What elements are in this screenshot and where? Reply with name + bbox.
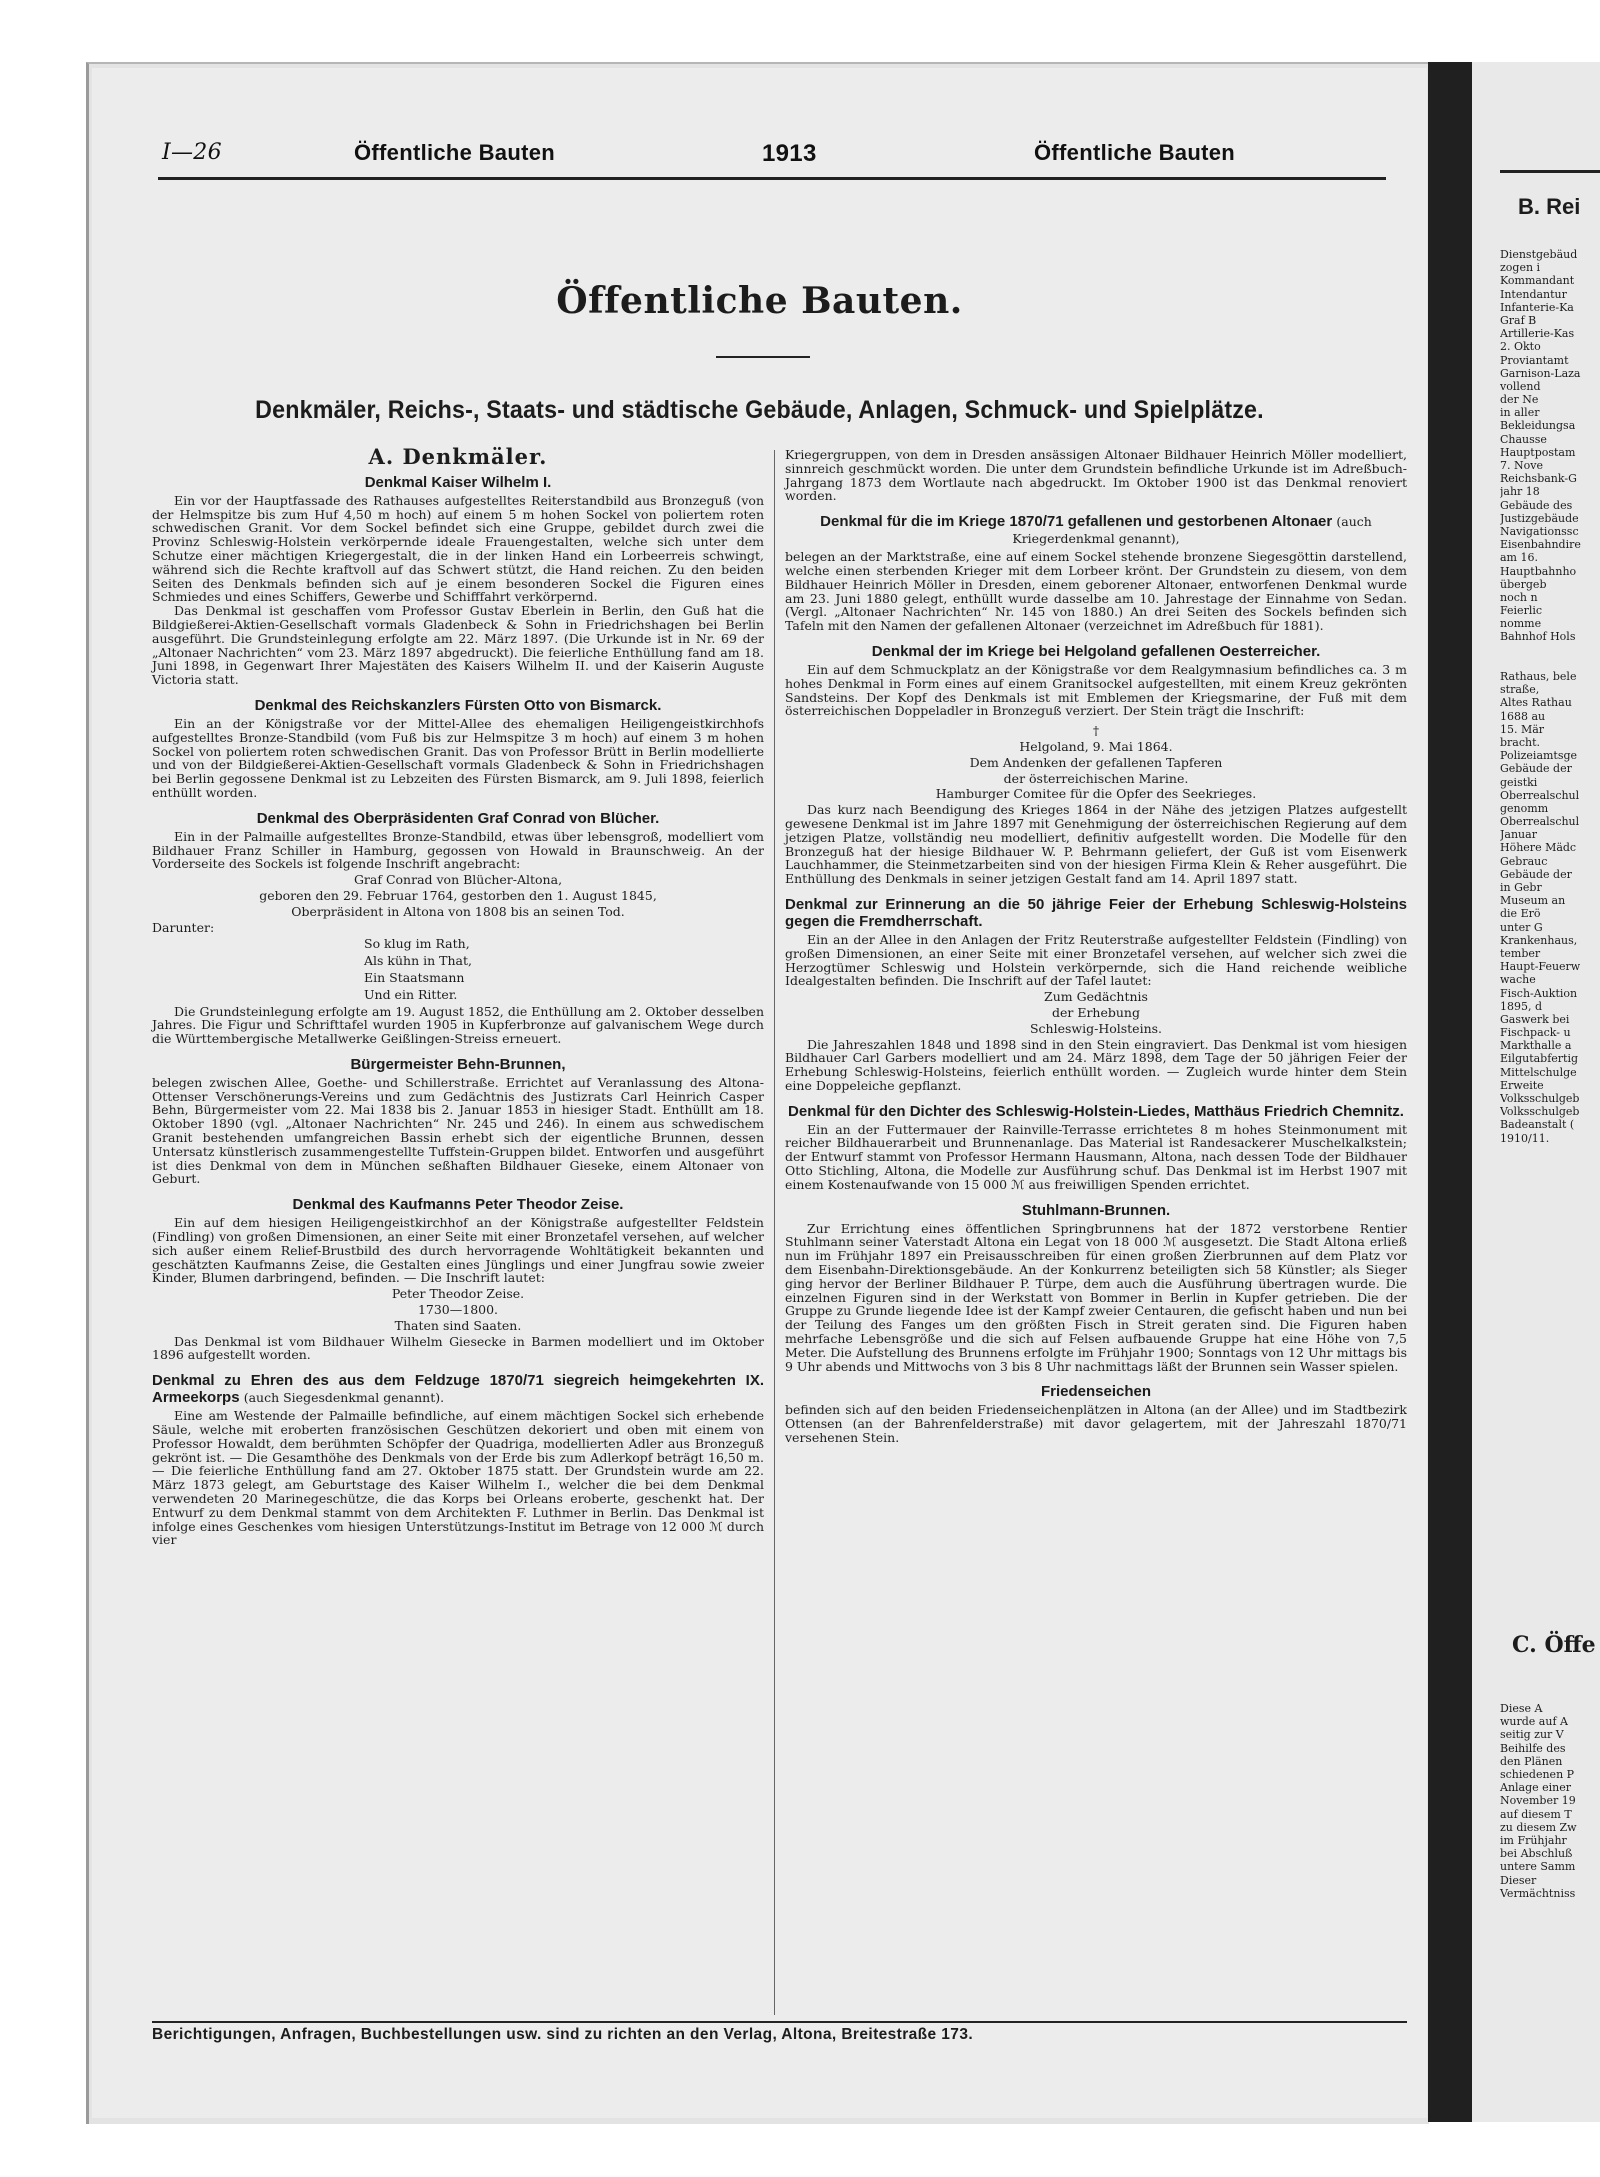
paragraph: Das Denkmal ist geschaffen vom Professor Gustav Eberlein in Berlin, den Guß hat die Bildgießerei-Aktien-Gesellschaft vormals Gladenbeck & Sohn in Friedrichshagen bei Berlin ausgeführt. Die Grundsteinlegung erfolgte am 22. März 1897. (Die Urkunde ist in Nr. 69 der „Altonaer Nachrichten“ vom 23. März 1897 abgedruckt). Die feierliche Enthüllung fand am 18. Juni 1898, in Gegenwart Ihrer Majestäten des Kaisers Wilhelm II. und der Kaiserin Auguste Victoria statt.	[152, 603, 764, 688]
adjacent-text-line: tember	[1500, 946, 1541, 960]
adjacent-text-line: Badeanstalt (	[1500, 1118, 1575, 1132]
adjacent-text-line: Bekleidungsa	[1500, 419, 1576, 433]
heading-text: Denkmal zu Ehren des aus dem Feldzuge 1870/71 siegreich heimgekehrten IX. Armeekorps	[152, 1372, 764, 1407]
inscription-line: 1730—1800.	[417, 1302, 499, 1318]
paragraph: Die Jahreszahlen 1848 und 1898 sind in den Stein eingraviert. Das Denkmal ist vom hiesigen Bildhauer Carl Garbers modelliert und am 24. März 1898, dem Tage der 50 jährigen Feier der Erhebung Schleswig-Holsteins, feierlich enthüllt worden. — Zugleich wurde hinter dem Stein eine Doppeleiche gepflanzt.	[785, 1036, 1407, 1093]
adjacent-text-line: Oberrealschul	[1500, 815, 1580, 829]
heading-text: Denkmal für die im Kriege 1870/71 gefallenen und gestorbenen Altonaer	[820, 513, 1333, 531]
adjacent-text-line: Intendantur	[1500, 287, 1567, 301]
header-rule	[158, 177, 1386, 180]
adjacent-text-line: jahr 18	[1500, 485, 1540, 499]
adjacent-text-line: Höhere Mädc	[1500, 841, 1577, 855]
adjacent-text-line: bei Abschluß	[1500, 1847, 1573, 1861]
adjacent-text-line: die Erö	[1500, 907, 1541, 921]
article-heading: Stuhlmann-Brunnen.	[1021, 1201, 1171, 1219]
article-heading: Friedenseichen	[1040, 1383, 1152, 1401]
adjacent-section-heading-c: C. Öffe	[1512, 1632, 1596, 1658]
paragraph: belegen zwischen Allee, Goethe- und Schillerstraße. Errichtet auf Veranlassung des Altona-Ottenser Verschönerungs-Vereins und zum Gedächtnis des Justizrats Carl Heinrich Casper Behn, Bürgermeister vom 22. Mai 1838 bis 2. Januar 1853 in hiesiger Stadt. Enthüllt am 18. Oktober 1890 (vgl. „Altonaer Nachrichten“ Nr. 245 und 246). In einem aus schwedischem Granit bestehenden umfangreichen Bassin erhebt sich der eigentliche Brunnen, dessen Untersatz künstlerisch zusammengestellte Tuffstein-Gruppen bildet. Entworfen und ausgeführt ist dies Denkmal von dem in München seßhaften Bildhauer Gieseke, einem Altonaer von Geburt.	[152, 1074, 764, 1187]
adjacent-text-line: Haupt-Feuerw	[1500, 960, 1581, 974]
inscription-line: Schleswig-Holsteins.	[1029, 1020, 1163, 1036]
paragraph: Ein vor der Hauptfassade des Rathauses aufgestelltes Reiterstandbild aus Bronzeguß (von der Helmspitze bis zum Huf 4,50 m hoch) auf einem 5 m hohen Sockel von poliertem roten schwedischen Granit. Vor dem Sockel befindet sich eine Gruppe, gebildet durch zwei die Provinz Schleswig-Holstein verkörpernde ideale Frauengestalten, welche sich unter dem Schutze einer mächtigen Kriegergestalt, die in der linken Hand ein Lorbeerreis schwingt, während sich die Rechte kraftvoll auf das Schwert stützt, die Hand reichen. Zu den beiden Seiten des Denkmals befinden sich auf je einem besonderen Sockel die Figuren eines Schmiedes und eines Schiffers, Gewerbe und Schifffahrt verkörpernd.	[152, 492, 764, 605]
article-heading	[785, 513, 1407, 547]
adjacent-text-line: unter G	[1500, 920, 1543, 934]
inscription-line: Helgoland, 9. Mai 1864.	[1019, 738, 1173, 754]
paragraph: Ein auf dem Schmuckplatz an der Königstraße vor dem Realgymnasium befindliches ca. 3 m hohes Denkmal in Form eines auf einem Granitsockel aufgestellten, mit einem Kreuz gekrönten Sandsteins. Der Kopf des Denkmals ist mit Emblemen der Kriegsmarine, der Fuß mit dem österreichischen Doppeladler in Bronzeguß verziert. Der Stein trägt die Inschrift:	[785, 661, 1407, 719]
adjacent-text-line: wurde auf A	[1500, 1715, 1568, 1729]
adjacent-text-line: 1688 au	[1500, 709, 1546, 723]
inscription-line: Oberpräsident in Altona von 1808 bis an seinen Tod.	[291, 903, 625, 919]
adjacent-text-line: Gaswerk bei	[1500, 1012, 1570, 1026]
book-gutter	[1428, 62, 1472, 2122]
adjacent-header-rule	[1500, 170, 1600, 173]
section-heading: A. Denkmäler.	[368, 444, 548, 469]
adjacent-text-lines-c	[1500, 1702, 1600, 1900]
adjacent-text-line: Justizgebäude	[1500, 511, 1579, 525]
adjacent-text-line: Reichsbank-G	[1500, 472, 1577, 486]
right-column	[785, 448, 1407, 2018]
adjacent-text-line: Graf B	[1500, 313, 1537, 327]
adjacent-text-line: 7. Nove	[1500, 459, 1543, 472]
verse-line: Als kühn in That,	[364, 953, 472, 969]
page-subtitle: Denkmäler, Reichs-, Staats- und städtische Gebäude, Anlagen, Schmuck- und Spielplätze.	[255, 396, 1264, 424]
adjacent-text-line: der Ne	[1500, 393, 1539, 407]
article-heading: Bürgermeister Behn-Brunnen,	[350, 1055, 566, 1073]
adjacent-text-line: Kommandant	[1500, 274, 1575, 288]
adjacent-text-line: Dienstgebäud	[1500, 248, 1578, 261]
adjacent-text-line: Eisenbahndire	[1500, 538, 1581, 552]
adjacent-text-line: Feierlic	[1500, 604, 1543, 618]
adjacent-text-line: 1910/11.	[1500, 1131, 1550, 1145]
adjacent-text-lines	[1500, 248, 1600, 1145]
adjacent-text-line: 2. Okto	[1500, 340, 1541, 354]
paragraph: Die Grundsteinlegung erfolgte am 19. August 1852, die Enthüllung am 2. Oktober desselben Jahres. Die Figur und Schrifttafel wurden 1905 in Kupferbronze auf galvanischem Wege durch die Württembergische Metallwerke Geißlingen-Streiss erneuert.	[152, 1003, 764, 1047]
adjacent-page	[1472, 62, 1600, 2122]
article-heading: Denkmal zur Erinnerung an die 50 jährige Feier der Erhebung Schleswig-Holsteins gegen die Fremdherrschaft.	[785, 895, 1407, 930]
adjacent-text-line: seitig zur V	[1500, 1728, 1564, 1742]
adjacent-text-line: im Frühjahr	[1500, 1834, 1567, 1848]
adjacent-text-line: zogen i	[1500, 261, 1541, 275]
adjacent-text-line	[1500, 657, 1600, 670]
article-heading: Denkmal des Reichskanzlers Fürsten Otto von Bismarck.	[254, 696, 662, 714]
adjacent-text-line: schiedenen P	[1500, 1768, 1575, 1782]
running-header-left: Öffentliche Bauten	[354, 140, 555, 165]
article-heading: Denkmal der im Kriege bei Helgoland gefallenen Oesterreicher.	[871, 642, 1321, 660]
inscription-line: Thaten sind Saaten.	[394, 1317, 522, 1333]
paragraph: Darunter:	[152, 919, 215, 935]
adjacent-text-line: wache	[1500, 973, 1536, 987]
adjacent-text-line: noch n	[1500, 590, 1538, 604]
adjacent-text-line: Gebäude der	[1500, 867, 1572, 881]
inscription-line: Zum Gedächtnis	[1044, 989, 1148, 1005]
adjacent-text-line: Fisch-Auktion	[1500, 986, 1578, 1000]
adjacent-text-line: Gebäude der	[1500, 762, 1572, 776]
paragraph: Eine am Westende der Palmaille befindliche, auf einem mächtigen Sockel sich erhebende Säule, welche mit eroberten französischen Geschützen dekoriert und oben mit einem von Professor Howaldt, dem berühmten Schöpfer der Quadriga, modellierten Adler aus Bronzeguß gekrönt ist. — Die Gesamthöhe des Denkmals von der Erde bis zum Adlerkopf beträgt 16,50 m. — Die feierliche Enthüllung fand am 27. Oktober 1875 statt. Der Grundstein wurde am 22. März 1873 gelegt, am Geburtstage des Kaiser Wilhelm I., welcher die bei dem Denkmal verwendeten 20 Marinegeschütze, die das Korps bei Orleans eroberte, geschenkt hat. Der Entwurf zu dem Denkmal stammt von dem Architekten F. Luthmer in Berlin. Das Denkmal ist infolge eines Geschenkes vom hiesigen Unterstützungs-Institut im Betrage von 12 000 ℳ durch vier	[152, 1408, 764, 1548]
adjacent-text-line: untere Samm	[1500, 1860, 1576, 1874]
verse-line: Ein Staatsmann	[364, 969, 465, 985]
adjacent-text-line: nomme	[1500, 617, 1542, 631]
adjacent-text-line: Artillerie-Kas	[1500, 327, 1575, 341]
title-rule	[716, 356, 810, 358]
adjacent-text-line: November 19	[1500, 1794, 1576, 1808]
adjacent-text-line: Erweite	[1500, 1078, 1544, 1092]
inscription-line: Graf Conrad von Blücher-Altona,	[353, 872, 563, 888]
paragraph: Ein in der Palmaille aufgestelltes Bronze-Standbild, etwas über lebensgroß, modelliert vom Bildhauer Franz Schiller in Hamburg, gegossen von Howald in Braunschweig. An der Vorderseite des Sockels ist folgende Inschrift angebracht:	[152, 828, 764, 872]
adjacent-text-line: Hauptpostam	[1500, 445, 1576, 459]
adjacent-text-line: Polizeiamtsge	[1500, 749, 1578, 763]
adjacent-text-line: geistki	[1500, 775, 1538, 789]
article-heading: Denkmal für den Dichter des Schleswig-Holstein-Liedes, Matthäus Friedrich Chemnitz.	[788, 1102, 1404, 1120]
adjacent-text-line: bracht.	[1500, 735, 1541, 749]
adjacent-text-line: Volksschulgeb	[1500, 1105, 1580, 1119]
document-page	[92, 68, 1427, 2118]
paragraph: Das kurz nach Beendigung des Krieges 1864 in der Nähe des jetzigen Platzes aufgestellt gewesene Denkmal ist im Jahre 1897 mit Genehmigung der österreichischen Regierung auf dem jetzigen Platze, vollständig neu modelliert, definitiv aufgestellt worden. Die Modelle für den Bronzeguß hat der hiesige Bildhauer W. P. Behrmann geliefert, der Guß ist vom Eisenwerk Lauchhammer, die Steinmetzarbeiten sind von der hiesigen Firma Klein & Reher ausgeführt. Die Enthüllung des Denkmals in seiner jetzigen Gestalt fand am 14. April 1897 statt.	[785, 802, 1407, 887]
adjacent-text-line: Infanterie-Ka	[1500, 300, 1574, 314]
cross-symbol: †	[1092, 723, 1100, 739]
adjacent-text-line: in aller	[1500, 406, 1540, 420]
adjacent-text-line: Januar	[1500, 828, 1537, 842]
adjacent-text-line: Fischpack- u	[1500, 1026, 1571, 1040]
adjacent-text-line: Vermächtniss	[1500, 1886, 1576, 1900]
left-column	[152, 444, 764, 2018]
adjacent-text-line: in Gebr	[1500, 881, 1542, 894]
paragraph: belegen an der Marktstraße, eine auf einem Sockel stehende bronzene Siegesgöttin darstellend, welche einen sterbenden Krieger mit dem Lorbeer krönt. Der Grundstein zu diesem, von dem Bildhauer Heinrich Möller in Dresden, einem geborener Altonaer, entworfenen Denkmal wurde am 23. Juni 1880 gelegt, enthüllt wurde dasselbe am 10. Jahrestage der Einnahme von Sedan. (Vergl. „Altonaer Nachrichten“ Nr. 145 von 1880.) An drei Seiten des Sockels befinden sich Tafeln mit den Namen der gefallenen Altonaer (verzeichnet im Adreßbuch für 1881).	[785, 549, 1407, 634]
article-heading: Denkmal des Oberpräsidenten Graf Conrad von Blücher.	[256, 809, 660, 827]
adjacent-text-line: Beihilfe des	[1500, 1741, 1566, 1755]
heading-note: (auch Kriegerdenkmal genannt),	[1012, 514, 1372, 547]
adjacent-text-line: Dieser	[1500, 1873, 1537, 1887]
adjacent-text-line: Markthalle a	[1500, 1039, 1572, 1053]
adjacent-text-line: Navigationssc	[1500, 524, 1579, 538]
heading-note: (auch Siegesdenkmal genannt).	[243, 1390, 445, 1406]
inscription-line: Hamburger Comitee für die Opfer des Seekrieges.	[935, 786, 1257, 802]
adjacent-text-line	[1500, 644, 1600, 657]
adjacent-text-line: Museum an	[1500, 894, 1566, 908]
adjacent-text-line: Gebäude des	[1500, 498, 1573, 512]
adjacent-text-line: Proviantamt	[1500, 353, 1569, 367]
adjacent-text-line: genomm	[1500, 801, 1549, 815]
adjacent-text-line: Garnison-Laza	[1500, 366, 1581, 380]
inscription-line: der Erhebung	[1051, 1004, 1140, 1020]
article-heading: Denkmal des Kaufmanns Peter Theodor Zeise.	[292, 1196, 624, 1214]
adjacent-text-line: Anlage einer	[1500, 1781, 1572, 1795]
adjacent-text-line: Oberrealschul	[1500, 788, 1580, 802]
adjacent-text-line: Krankenhaus,	[1500, 933, 1578, 947]
adjacent-text-line: übergeb	[1500, 577, 1547, 591]
adjacent-text-line: Chausse	[1500, 432, 1547, 446]
inscription-line: der österreichischen Marine.	[1003, 770, 1189, 786]
verse-line: So klug im Rath,	[364, 936, 470, 952]
inscription-line: Dem Andenken der gefallenen Tapferen	[969, 754, 1223, 770]
adjacent-text-line: auf diesem T	[1500, 1807, 1572, 1821]
article-heading	[152, 1372, 764, 1406]
adjacent-text-line: Gebrauc	[1500, 854, 1548, 868]
adjacent-text-line: Hauptbahnho	[1500, 564, 1577, 578]
paragraph: Ein an der Königstraße vor der Mittel-Allee des ehemaligen Heiligengeistkirchhofs aufgestelltes Bronze-Standbild (vom Fuß bis zur Helmspitze 3 m hoch) auf einem 3 m hohen Sockel von poliertem roten schwedischen Granit. Das von Professor Brütt in Berlin modellierte und von der Bildgießerei-Aktien-Gesellschaft vormals Gladenbeck & Sohn in Friedrichshagen bei Berlin gegossene Denkmal ist zu Lebzeiten des Fürsten Bismarck, am 9. Juli 1898, feierlich enthüllt worden.	[152, 715, 764, 800]
adjacent-text-line: Bahnhof Hols	[1500, 630, 1576, 644]
footer-notice: Berichtigungen, Anfragen, Buchbestellungen usw. sind zu richten an den Verlag, Altona, Breitestraße 173.	[152, 2021, 1407, 2044]
page-title: Öffentliche Bauten.	[556, 280, 963, 322]
adjacent-text-line: Rathaus, bele	[1500, 670, 1577, 683]
inscription-line: Peter Theodor Zeise.	[391, 1286, 525, 1302]
adjacent-section-heading: B. Rei	[1518, 194, 1581, 219]
paragraph: Zur Errichtung eines öffentlichen Springbrunnens hat der 1872 verstorbene Rentier Stuhlmann seiner Vaterstadt Altona ein Legat von 18 000 ℳ ausgesetzt. Die Stadt Altona erließ nun im Frühjahr 1897 ein Preisausschreiben für einen großen Zierbrunnen auf dem Platz vor dem Eisenbahn-Direktionsgebäude. An der Konkurrenz beteiligten sich 58 Künstler; als Sieger ging hervor der Berliner Bildhauer P. Türpe, dem auch die Ausführung übertragen wurde. Die einzelnen Figuren sind in der Werkstatt von Bommer in Berlin in Kupfer getrieben. Die der Gruppe zu Grunde liegende Idee ist der Kampf zweier Centauren, die gefischt haben und nun bei der Teilung des Fanges um den größten Fisch in Streit geraten sind. Die Figuren haben mehrfache Lebensgröße und die sich auf Felsen aufbauende Gruppe hat eine Höhe von 7,5 Meter. Die Aufstellung des Brunnens erfolgte im Frühjahr 1900; Sonntags von 12 Uhr mittags bis 9 Uhr abends und Mittwochs von 3 bis 8 Uhr nachmittags läßt der Brunnen sein Wasser spielen.	[785, 1220, 1407, 1374]
adjacent-text-line: vollend	[1500, 379, 1541, 393]
adjacent-text-line: Eilgutabfertig	[1500, 1052, 1579, 1066]
paragraph: Kriegergruppen, von dem in Dresden ansässigen Altonaer Bildhauer Heinrich Möller modelliert, sinnreich geschmückt worden. Die unter dem Grundstein befindliche Urkunde ist im Adreßbuch-Jahrgang 1873 dem Wortlaute nach abgedruckt. Im Oktober 1900 ist das Denkmal renoviert worden.	[785, 447, 1407, 504]
paragraph: Ein an der Futtermauer der Rainville-Terrasse errichtetes 8 m hohes Steinmonument mit reicher Bildhauerarbeit und Brunnenanlage. Das Material ist Randesackerer Muschelkalkstein; der Entwurf stammt von Professor Hermann Hausmann, Altona, nach dessen Tode der Bildhauer Otto Stichling, Altona, die Modelle zur Ausführung schuf. Das Denkmal ist im Herbst 1907 mit einem Kostenaufwande von 15 000 ℳ aus freiwilligen Spenden errichtet.	[785, 1121, 1407, 1192]
adjacent-text-line: den Plänen	[1500, 1754, 1563, 1768]
paragraph: befinden sich auf den beiden Friedenseichenplätzen in Altona (an der Allee) und im Stadtbezirk Ottensen (an der Bahrenfelderstraße) mit davor gelagertem, mit der Jahreszahl 1870/71 versehenen Stein.	[785, 1402, 1407, 1446]
verse-line: Und ein Ritter.	[364, 986, 458, 1002]
adjacent-text-line: zu diesem Zw	[1500, 1820, 1577, 1834]
paragraph: Das Denkmal ist vom Bildhauer Wilhelm Giesecke in Barmen modelliert und im Oktober 1896 aufgestellt worden.	[152, 1333, 764, 1363]
adjacent-text-line: Altes Rathau	[1500, 696, 1572, 710]
running-header-year: 1913	[762, 140, 817, 167]
inscription-line: geboren den 29. Februar 1764, gestorben den 1. August 1845,	[259, 887, 657, 903]
adjacent-text-line: am 16.	[1500, 551, 1538, 565]
adjacent-text-line: Diese A	[1500, 1702, 1543, 1715]
paragraph: Ein an der Allee in den Anlagen der Fritz Reuterstraße aufgestellter Feldstein (Findling) von großen Dimensionen, an einer Seite mit einer Bronzetafel versehen, auf welcher sich zwei die Herzogtümer Schleswig und Holstein verkörpernde, sich die Hand reichende weibliche Idealgestalten befinden. Die Inschrift auf der Tafel lautet:	[785, 931, 1407, 989]
article-heading: Denkmal Kaiser Wilhelm I.	[364, 473, 552, 491]
adjacent-text-line: 15. Mär	[1500, 722, 1545, 736]
paragraph: Ein auf dem hiesigen Heiligengeistkirchhof an der Königstraße aufgestellter Feldstein (Findling) von großen Dimensionen, an einer Seite mit einer Bronzetafel versehen, auf welcher sich außer einem Relief-Brustbild des durch hervorragende Wohltätigkeit bekannten und geschätzten Kaufmanns Zeise, die Gestalten eines Jünglings und einer Jungfrau sowie zweier Kinder, Blumen darbringend, befinden. — Die Inschrift lautet:	[152, 1215, 764, 1286]
adjacent-text-line: Volksschulgeb	[1500, 1092, 1580, 1105]
adjacent-text-line: 1895, d	[1500, 999, 1543, 1013]
page-number: I—26	[162, 140, 222, 165]
column-divider	[774, 450, 775, 2015]
running-header-right: Öffentliche Bauten	[1034, 140, 1235, 165]
adjacent-text-line: straße,	[1500, 683, 1540, 697]
adjacent-text-line: Mittelschulge	[1500, 1065, 1577, 1079]
